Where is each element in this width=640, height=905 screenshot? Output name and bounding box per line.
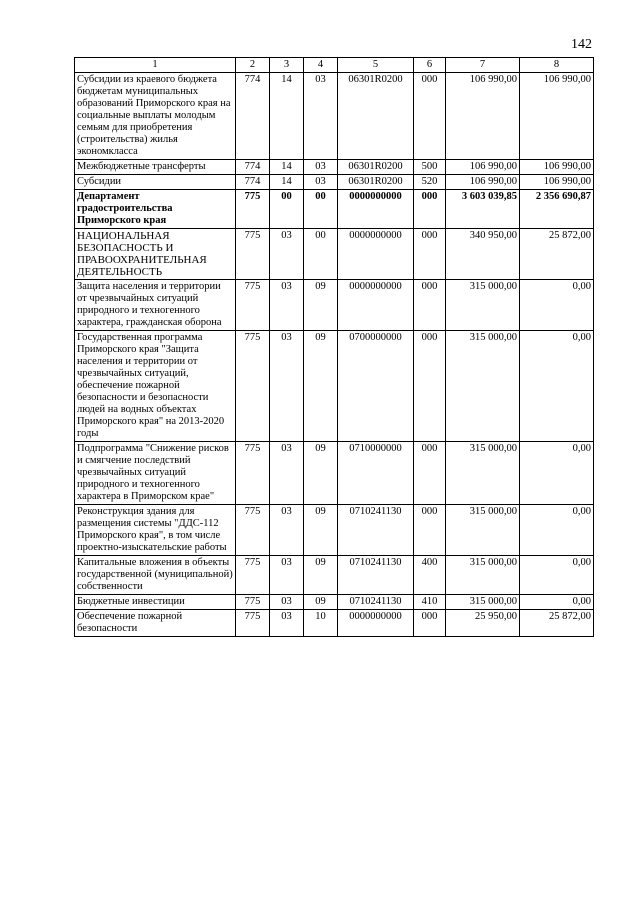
- code-gr: 775: [236, 595, 270, 610]
- code-expense-type: 000: [414, 229, 446, 280]
- code-target: 06301R0200: [338, 73, 414, 160]
- row-name: Межбюджетные трансферты: [75, 160, 236, 175]
- amount-col7: 315 000,00: [446, 442, 520, 505]
- code-subsection: 00: [304, 190, 338, 229]
- table-row: [75, 595, 594, 610]
- header-cell: 3: [270, 58, 304, 73]
- amount-col7: 315 000,00: [446, 556, 520, 595]
- amount-col7: 340 950,00: [446, 229, 520, 280]
- header-row: [75, 58, 594, 73]
- amount-col7: 25 950,00: [446, 610, 520, 637]
- code-section: 03: [270, 442, 304, 505]
- code-target: 0710241130: [338, 556, 414, 595]
- header-cell: 5: [338, 58, 414, 73]
- row-name: Субсидии: [75, 175, 236, 190]
- amount-col8: 25 872,00: [520, 610, 594, 637]
- budget-table: [74, 57, 594, 637]
- code-expense-type: 410: [414, 595, 446, 610]
- code-subsection: 09: [304, 331, 338, 442]
- code-gr: 775: [236, 442, 270, 505]
- amount-col8: 0,00: [520, 556, 594, 595]
- code-gr: 775: [236, 229, 270, 280]
- code-target: 0000000000: [338, 610, 414, 637]
- code-expense-type: 000: [414, 190, 446, 229]
- table-row: [75, 175, 594, 190]
- row-name: Субсидии из краевого бюджета бюджетам муниципальных образований Приморского края на социальные выплаты молодым семьям для приобретения (строительства) жилья экономкласса: [75, 73, 236, 160]
- code-expense-type: 000: [414, 610, 446, 637]
- code-section: 14: [270, 175, 304, 190]
- code-target: 0710241130: [338, 595, 414, 610]
- code-expense-type: 000: [414, 331, 446, 442]
- code-section: 03: [270, 505, 304, 556]
- code-expense-type: 500: [414, 160, 446, 175]
- code-target: 0700000000: [338, 331, 414, 442]
- amount-col8: 0,00: [520, 505, 594, 556]
- code-target: 0000000000: [338, 190, 414, 229]
- row-name: Департамент градостроительства Приморского края: [75, 190, 236, 229]
- code-section: 03: [270, 331, 304, 442]
- code-subsection: 09: [304, 505, 338, 556]
- table-row: [75, 442, 594, 505]
- amount-col7: 315 000,00: [446, 331, 520, 442]
- table-row: [75, 190, 594, 229]
- code-target: 0000000000: [338, 229, 414, 280]
- row-name: Реконструкция здания для размещения системы "ДДС-112 Приморского края", в том числе проектно-изыскательские работы: [75, 505, 236, 556]
- code-subsection: 03: [304, 160, 338, 175]
- amount-col7: 3 603 039,85: [446, 190, 520, 229]
- table-row: [75, 331, 594, 442]
- table-row: [75, 556, 594, 595]
- code-gr: 775: [236, 331, 270, 442]
- row-name: Обеспечение пожарной безопасности: [75, 610, 236, 637]
- amount-col7: 106 990,00: [446, 160, 520, 175]
- code-target: 0000000000: [338, 280, 414, 331]
- code-target: 06301R0200: [338, 175, 414, 190]
- amount-col7: 315 000,00: [446, 280, 520, 331]
- code-gr: 775: [236, 280, 270, 331]
- row-name: Бюджетные инвестиции: [75, 595, 236, 610]
- code-expense-type: 000: [414, 505, 446, 556]
- row-name: Подпрограмма "Снижение рисков и смягчение последствий чрезвычайных ситуаций природного и техногенного характера в Приморском крае": [75, 442, 236, 505]
- code-expense-type: 000: [414, 442, 446, 505]
- table-row: [75, 229, 594, 280]
- code-section: 00: [270, 190, 304, 229]
- code-target: 0710000000: [338, 442, 414, 505]
- code-expense-type: 520: [414, 175, 446, 190]
- table-row: [75, 280, 594, 331]
- amount-col7: 106 990,00: [446, 73, 520, 160]
- code-gr: 775: [236, 610, 270, 637]
- code-target: 0710241130: [338, 505, 414, 556]
- amount-col8: 106 990,00: [520, 175, 594, 190]
- amount-col8: 2 356 690,87: [520, 190, 594, 229]
- row-name: Защита населения и территории от чрезвычайных ситуаций природного и техногенного характера, гражданская оборона: [75, 280, 236, 331]
- code-gr: 774: [236, 73, 270, 160]
- header-cell: 1: [75, 58, 236, 73]
- amount-col8: 25 872,00: [520, 229, 594, 280]
- code-expense-type: 000: [414, 280, 446, 331]
- code-gr: 775: [236, 556, 270, 595]
- code-subsection: 03: [304, 175, 338, 190]
- code-subsection: 09: [304, 556, 338, 595]
- code-section: 03: [270, 280, 304, 331]
- row-name: Государственная программа Приморского края "Защита населения и территории от чрезвычайных ситуаций, обеспечение пожарной безопасности и безопасности людей на водных объектах Приморского края" на 2013-2020 годы: [75, 331, 236, 442]
- amount-col7: 315 000,00: [446, 595, 520, 610]
- table-row: [75, 610, 594, 637]
- code-subsection: 09: [304, 442, 338, 505]
- amount-col8: 0,00: [520, 331, 594, 442]
- code-gr: 774: [236, 160, 270, 175]
- amount-col8: 106 990,00: [520, 160, 594, 175]
- code-subsection: 09: [304, 595, 338, 610]
- code-subsection: 03: [304, 73, 338, 160]
- table-row: [75, 505, 594, 556]
- code-section: 14: [270, 73, 304, 160]
- amount-col8: 0,00: [520, 595, 594, 610]
- amount-col8: 106 990,00: [520, 73, 594, 160]
- header-cell: 6: [414, 58, 446, 73]
- header-cell: 8: [520, 58, 594, 73]
- code-subsection: 00: [304, 229, 338, 280]
- header-cell: 7: [446, 58, 520, 73]
- code-section: 14: [270, 160, 304, 175]
- code-gr: 774: [236, 175, 270, 190]
- code-expense-type: 000: [414, 73, 446, 160]
- row-name: НАЦИОНАЛЬНАЯ БЕЗОПАСНОСТЬ И ПРАВООХРАНИТЕЛЬНАЯ ДЕЯТЕЛЬНОСТЬ: [75, 229, 236, 280]
- code-section: 03: [270, 595, 304, 610]
- amount-col7: 106 990,00: [446, 175, 520, 190]
- table-row: [75, 73, 594, 160]
- page-number: 142: [571, 37, 592, 52]
- code-expense-type: 400: [414, 556, 446, 595]
- amount-col8: 0,00: [520, 442, 594, 505]
- table-row: [75, 160, 594, 175]
- amount-col7: 315 000,00: [446, 505, 520, 556]
- code-subsection: 10: [304, 610, 338, 637]
- header-cell: 2: [236, 58, 270, 73]
- code-subsection: 09: [304, 280, 338, 331]
- code-section: 03: [270, 229, 304, 280]
- amount-col8: 0,00: [520, 280, 594, 331]
- code-section: 03: [270, 556, 304, 595]
- code-section: 03: [270, 610, 304, 637]
- code-target: 06301R0200: [338, 160, 414, 175]
- header-cell: 4: [304, 58, 338, 73]
- row-name: Капитальные вложения в объекты государственной (муниципальной) собственности: [75, 556, 236, 595]
- code-gr: 775: [236, 505, 270, 556]
- code-gr: 775: [236, 190, 270, 229]
